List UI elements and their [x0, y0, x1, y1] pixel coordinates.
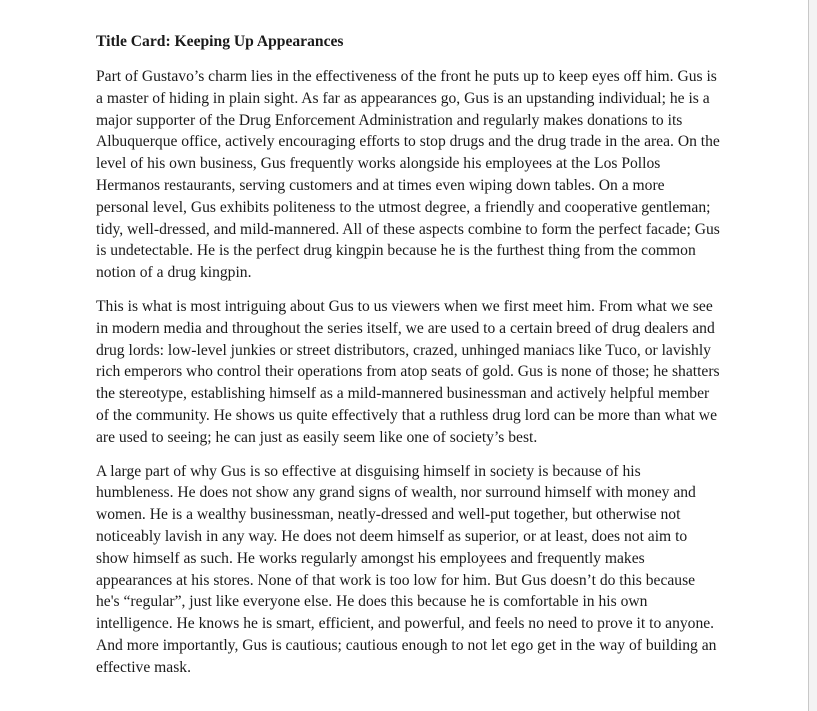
paragraph-2: This is what is most intriguing about Gus to us viewers when we first meet him. From what we see in modern media and throughout the series itself, we are used to a certain breed of drug dealers and drug lords: low-level junkies or street distributors, crazed, unhinged maniacs like Tuco, or lavishly rich emperors who control their operations from atop seats of gold. Gus is none of those; he shatters the stereotype, establishing himself as a mild-mannered businessman and actively helpful member of the community. He shows us quite effectively that a ruthless drug lord can be more than what we are used to seeing; he can just as easily seem like one of society’s best. [96, 297, 720, 446]
document-body [96, 30, 720, 691]
window-gutter [809, 0, 817, 711]
document-title: Title Card: Keeping Up Appearances [96, 33, 344, 50]
paragraph-1: Part of Gustavo’s charm lies in the effectiveness of the front he puts up to keep eyes off him. Gus is a master of hiding in plain sight. As far as appearances go, Gus is an upstanding individual; he is a major supporter of the Drug Enforcement Administration and regularly makes donations to its Albuquerque office, actively encouraging efforts to stop drugs and the drug trade in the area. On the level of his own business, Gus frequently works alongside his employees at the Los Pollos Hermanos restaurants, serving customers and at times even wiping down tables. On a more personal level, Gus exhibits politeness to the utmost degree, a friendly and cooperative gentleman; tidy, well-dressed, and mild-mannered. All of these aspects combine to form the perfect facade; Gus is undetectable. He is the perfect drug kingpin because he is the furthest thing from the common notion of a drug kingpin. [96, 68, 720, 282]
paragraph-3: A large part of why Gus is so effective at disguising himself in society is because of his humbleness. He does not show any grand signs of wealth, nor surround himself with money and women. He is a wealthy businessman, neatly-dressed and well-put together, but otherwise not noticeably lavish in any way. He does not deem himself as superior, or at least, does not aim to show himself as such. He works regularly amongst his employees and frequently makes appearances at his stores. None of that work is too low for him. But Gus doesn’t do this because he's “regular”, just like everyone else. He does this because he is comfortable in his own intelligence. He knows he is smart, efficient, and powerful, and feels no need to prove it to anyone. And more importantly, Gus is cautious; cautious enough to not let ego get in the way of building an effective mask. [96, 462, 717, 676]
